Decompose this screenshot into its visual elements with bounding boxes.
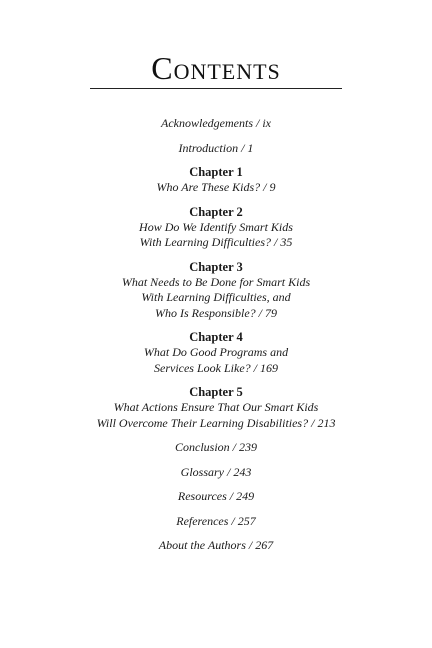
chapter-title-line: Who Is Responsible? / 79 <box>155 305 277 320</box>
chapter-title-line: What Do Good Programs and <box>143 345 289 359</box>
chapter-title-line: With Learning Difficulties? / 35 <box>139 235 293 249</box>
toc-entry-text: Glossary / 243 <box>180 464 252 479</box>
toc-entry-introduction <box>0 141 432 157</box>
toc-entry-about-the-authors <box>0 538 432 554</box>
toc-entry-references <box>0 514 432 530</box>
title-rule <box>90 88 342 89</box>
chapter-title-line: Will Overcome Their Learning Disabilities? / 213 <box>96 415 336 430</box>
chapter-label: Chapter 3 <box>189 259 243 274</box>
toc-entry-text: References / 257 <box>176 513 256 528</box>
toc-chapter-2 <box>0 205 432 251</box>
page-title: Contents <box>151 50 281 86</box>
toc-chapter-1 <box>0 165 432 196</box>
chapter-label: Chapter 1 <box>189 165 243 179</box>
toc-chapter-5 <box>0 385 432 431</box>
toc-entry-text: Conclusion / 239 <box>174 440 257 454</box>
toc-entry-conclusion <box>0 440 432 456</box>
toc-entry-resources <box>0 489 432 505</box>
toc-chapter-4 <box>0 330 432 376</box>
chapter-label: Chapter 2 <box>189 204 243 219</box>
toc-entry-acknowledgements <box>0 116 432 132</box>
chapter-label: Chapter 5 <box>189 385 243 399</box>
chapter-title-line: What Needs to Be Done for Smart Kids <box>121 274 311 289</box>
chapter-title-line: With Learning Difficulties, and <box>141 290 291 304</box>
chapter-label: Chapter 4 <box>189 330 243 344</box>
toc-entry-glossary <box>0 465 432 481</box>
table-of-contents <box>0 116 432 563</box>
toc-entry-text: About the Authors / 267 <box>158 538 274 552</box>
chapter-title-line: Services Look Like? / 169 <box>154 360 278 375</box>
chapter-title-line: Who Are These Kids? / 9 <box>156 180 276 194</box>
chapter-title-line: How Do We Identify Smart Kids <box>139 219 293 234</box>
chapter-title-line: What Actions Ensure That Our Smart Kids <box>113 400 319 414</box>
toc-entry-text: Acknowledgements / ix <box>161 116 271 130</box>
toc-chapter-3 <box>0 260 432 322</box>
toc-entry-text: Resources / 249 <box>177 489 255 503</box>
toc-entry-text: Introduction / 1 <box>178 140 254 155</box>
